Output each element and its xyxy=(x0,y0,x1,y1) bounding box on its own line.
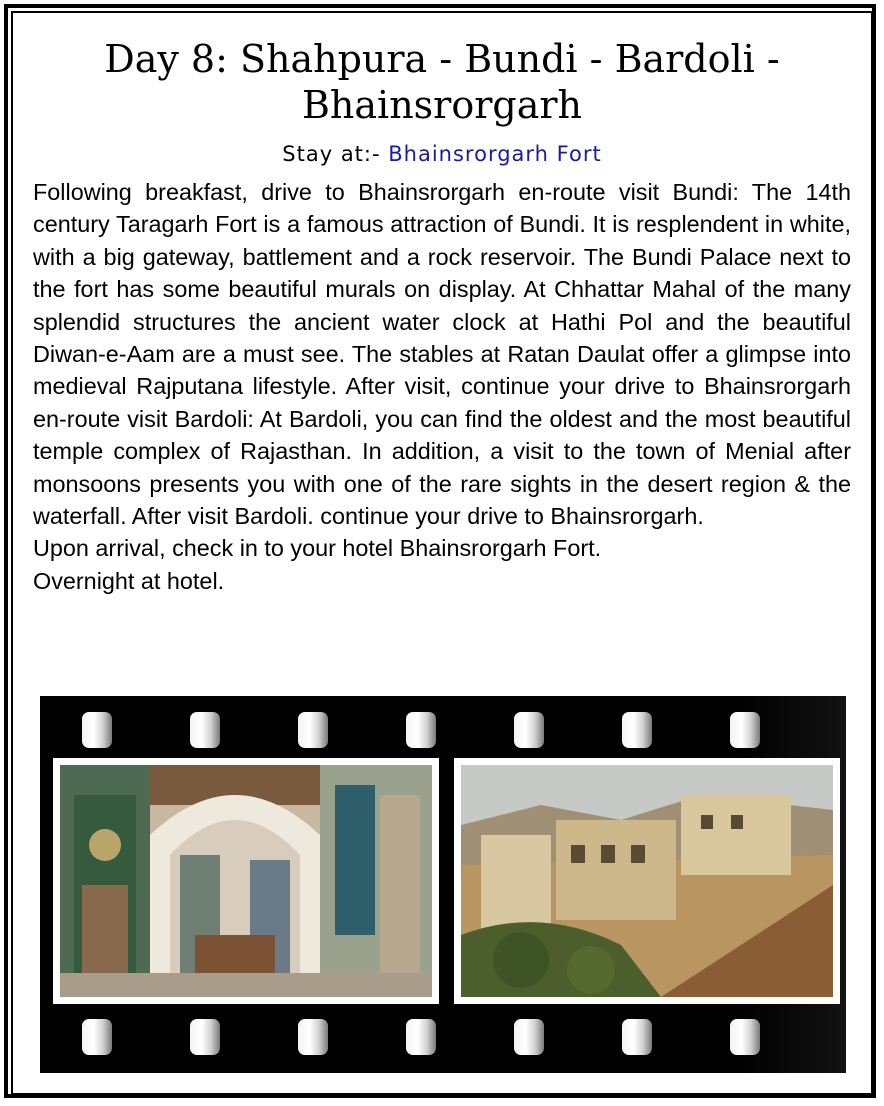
film-sprocket-hole xyxy=(190,712,220,748)
film-sprocket-hole xyxy=(82,712,112,748)
film-sprocket-hole xyxy=(622,712,652,748)
film-sprocket-hole xyxy=(730,1019,760,1055)
stay-line xyxy=(30,142,854,166)
film-sprocket-hole xyxy=(82,1019,112,1055)
palace-interior-photo xyxy=(60,765,432,997)
film-sprocket-hole xyxy=(190,1019,220,1055)
film-sprocket-hole xyxy=(298,712,328,748)
film-sprocket-hole xyxy=(298,1019,328,1055)
page-title: Day 8: Shahpura - Bundi - Bardoli - Bhainsrorgarh xyxy=(104,37,780,127)
film-sprocket-hole xyxy=(730,712,760,748)
fort-hillside-photo xyxy=(461,765,833,997)
itinerary-paragraph: Following breakfast, drive to Bhainsrorgarh en-route visit Bundi: The 14th century Taragarh Fort is a famous attraction of Bundi. It is resplendent in white, with a big gateway, battlement and a rock reservoir. The Bundi Palace next to the fort has some beautiful murals on display. At Chhattar Mahal of the many splendid structures the ancient water clock at Hathi Pol and the beautiful Diwan-e-Aam are a must see. The stables at Ratan Daulat offer a glimpse into medieval Rajputana lifestyle. After visit, continue your drive to Bhainsrorgarh en-route visit Bardoli: At Bardoli, you can find the oldest and the most beautiful temple complex of Rajasthan. In addition, a visit to the town of Menial after monsoons presents you with one of the rare sights in the desert region & the waterfall. After visit Bardoli. continue your drive to Bhainsrorgarh. xyxy=(33,179,851,530)
film-sprocket-hole xyxy=(406,712,436,748)
film-sprocket-hole xyxy=(514,712,544,748)
film-sprocket-hole xyxy=(622,1019,652,1055)
palace-interior-photo-frame xyxy=(53,758,439,1004)
fort-hillside-photo-frame xyxy=(454,758,840,1004)
filmstrip-gallery xyxy=(40,696,846,1073)
overnight-note: Overnight at hotel. xyxy=(33,567,225,594)
arrival-note: Upon arrival, check in to your hotel Bhainsrorgarh Fort. xyxy=(33,535,602,562)
itinerary-description xyxy=(33,176,851,597)
film-sprocket-hole xyxy=(406,1019,436,1055)
stay-label: Stay at:- xyxy=(282,142,389,166)
film-sprocket-hole xyxy=(514,1019,544,1055)
hotel-name-link[interactable]: Bhainsrorgarh Fort xyxy=(388,142,602,166)
